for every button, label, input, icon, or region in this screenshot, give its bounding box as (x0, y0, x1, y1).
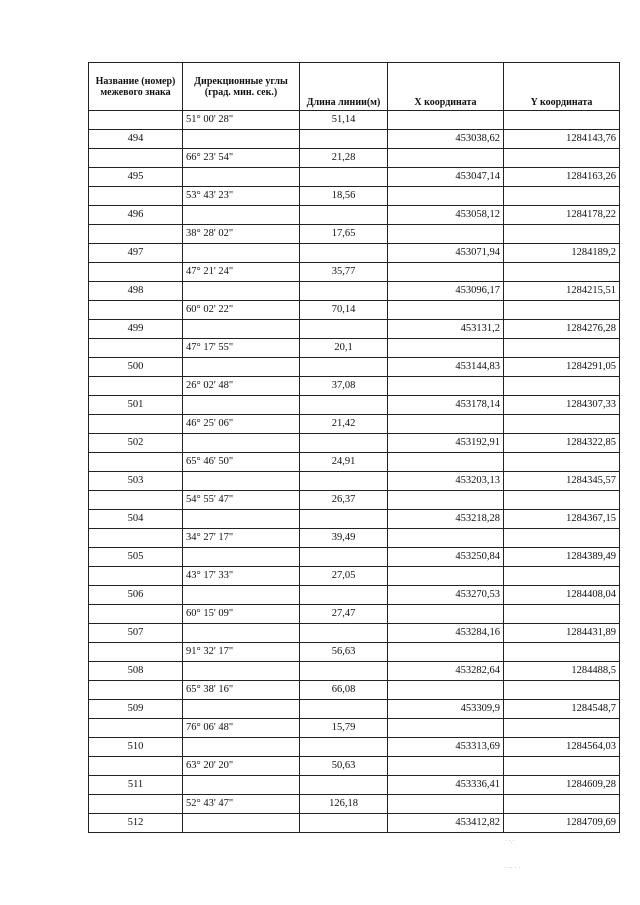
segment-row (89, 187, 620, 206)
direction-angle-cell (183, 700, 300, 719)
x-coordinate-cell: 453131,2 (388, 320, 504, 339)
line-length-cell: 66,08 (300, 681, 388, 700)
point-name-cell (89, 111, 183, 130)
x-coordinate-cell (388, 491, 504, 510)
direction-angle-cell: 47° 21' 24" (183, 263, 300, 282)
line-length-cell: 126,18 (300, 795, 388, 814)
direction-angle-cell (183, 434, 300, 453)
point-name-cell (89, 225, 183, 244)
x-coordinate-cell (388, 339, 504, 358)
x-coordinate-cell (388, 795, 504, 814)
x-coordinate-cell: 453058,12 (388, 206, 504, 225)
point-name-cell: 512 (89, 814, 183, 833)
scan-artifact: · ·.· (505, 838, 515, 845)
y-coordinate-cell (504, 111, 620, 130)
y-coordinate-cell: 1284322,85 (504, 434, 620, 453)
x-coordinate-cell: 453336,41 (388, 776, 504, 795)
direction-angle-cell: 34° 27' 17" (183, 529, 300, 548)
boundary-coordinates-table (88, 62, 620, 833)
point-name-cell (89, 795, 183, 814)
point-name-cell (89, 491, 183, 510)
direction-angle-cell (183, 814, 300, 833)
line-length-cell: 51,14 (300, 111, 388, 130)
line-length-cell (300, 168, 388, 187)
point-row (89, 700, 620, 719)
y-coordinate-cell (504, 529, 620, 548)
segment-row (89, 681, 620, 700)
line-length-cell: 37,08 (300, 377, 388, 396)
y-coordinate-cell: 1284564,03 (504, 738, 620, 757)
header-row (89, 63, 620, 111)
point-name-cell (89, 567, 183, 586)
x-coordinate-cell (388, 605, 504, 624)
x-coordinate-cell (388, 301, 504, 320)
line-length-cell: 56,63 (300, 643, 388, 662)
y-coordinate-cell: 1284291,05 (504, 358, 620, 377)
direction-angle-cell: 66° 23' 54" (183, 149, 300, 168)
line-length-cell (300, 434, 388, 453)
direction-angle-cell: 65° 46' 50" (183, 453, 300, 472)
direction-angle-cell: 51° 00' 28" (183, 111, 300, 130)
x-coordinate-cell: 453282,64 (388, 662, 504, 681)
x-coordinate-cell (388, 719, 504, 738)
y-coordinate-cell: 1284709,69 (504, 814, 620, 833)
point-name-cell: 505 (89, 548, 183, 567)
segment-row (89, 491, 620, 510)
point-name-cell: 511 (89, 776, 183, 795)
x-coordinate-cell: 453192,91 (388, 434, 504, 453)
point-row (89, 624, 620, 643)
y-coordinate-cell (504, 605, 620, 624)
point-name-cell (89, 149, 183, 168)
point-name-cell: 508 (89, 662, 183, 681)
segment-row (89, 339, 620, 358)
y-coordinate-cell: 1284548,7 (504, 700, 620, 719)
y-coordinate-cell: 1284389,49 (504, 548, 620, 567)
y-coordinate-cell: 1284143,76 (504, 130, 620, 149)
point-name-cell (89, 187, 183, 206)
x-coordinate-cell (388, 567, 504, 586)
header-y-coordinate: Y координата (504, 63, 620, 111)
line-length-cell (300, 814, 388, 833)
y-coordinate-cell (504, 377, 620, 396)
line-length-cell (300, 244, 388, 263)
line-length-cell (300, 776, 388, 795)
point-row (89, 510, 620, 529)
x-coordinate-cell: 453203,13 (388, 472, 504, 491)
table-header (89, 63, 620, 111)
y-coordinate-cell: 1284276,28 (504, 320, 620, 339)
point-name-cell: 498 (89, 282, 183, 301)
y-coordinate-cell: 1284163,26 (504, 168, 620, 187)
point-name-cell: 504 (89, 510, 183, 529)
point-name-cell: 509 (89, 700, 183, 719)
y-coordinate-cell (504, 795, 620, 814)
point-name-cell: 501 (89, 396, 183, 415)
y-coordinate-cell (504, 681, 620, 700)
scan-artifact: · ·· · · (505, 865, 521, 872)
segment-row (89, 757, 620, 776)
segment-row (89, 225, 620, 244)
point-row (89, 548, 620, 567)
line-length-cell: 27,47 (300, 605, 388, 624)
y-coordinate-cell (504, 453, 620, 472)
x-coordinate-cell (388, 681, 504, 700)
x-coordinate-cell: 453218,28 (388, 510, 504, 529)
line-length-cell (300, 206, 388, 225)
line-length-cell (300, 738, 388, 757)
y-coordinate-cell: 1284189,2 (504, 244, 620, 263)
point-name-cell (89, 415, 183, 434)
line-length-cell (300, 282, 388, 301)
y-coordinate-cell (504, 225, 620, 244)
header-direction-angle: Дирекционные углы (град. мин. сек.) (183, 63, 300, 111)
point-name-cell (89, 339, 183, 358)
y-coordinate-cell: 1284488,5 (504, 662, 620, 681)
direction-angle-cell (183, 776, 300, 795)
header-line-length: Длина линии(м) (300, 63, 388, 111)
point-name-cell: 510 (89, 738, 183, 757)
line-length-cell (300, 548, 388, 567)
direction-angle-cell: 60° 02' 22" (183, 301, 300, 320)
direction-angle-cell (183, 206, 300, 225)
point-row (89, 206, 620, 225)
y-coordinate-cell (504, 339, 620, 358)
line-length-cell (300, 320, 388, 339)
line-length-cell (300, 510, 388, 529)
y-coordinate-cell (504, 757, 620, 776)
y-coordinate-cell (504, 719, 620, 738)
point-name-cell (89, 377, 183, 396)
x-coordinate-cell (388, 453, 504, 472)
x-coordinate-cell: 453309,9 (388, 700, 504, 719)
line-length-cell: 20,1 (300, 339, 388, 358)
point-name-cell (89, 719, 183, 738)
direction-angle-cell (183, 472, 300, 491)
line-length-cell: 18,56 (300, 187, 388, 206)
direction-angle-cell (183, 738, 300, 757)
y-coordinate-cell: 1284431,89 (504, 624, 620, 643)
point-row (89, 396, 620, 415)
point-row (89, 358, 620, 377)
point-name-cell (89, 529, 183, 548)
direction-angle-cell (183, 244, 300, 263)
direction-angle-cell (183, 358, 300, 377)
direction-angle-cell (183, 586, 300, 605)
point-name-cell: 495 (89, 168, 183, 187)
direction-angle-cell: 46° 25' 06" (183, 415, 300, 434)
header-x-coordinate: X координата (388, 63, 504, 111)
line-length-cell: 21,42 (300, 415, 388, 434)
line-length-cell: 70,14 (300, 301, 388, 320)
line-length-cell (300, 586, 388, 605)
segment-row (89, 149, 620, 168)
line-length-cell: 50,63 (300, 757, 388, 776)
x-coordinate-cell (388, 187, 504, 206)
x-coordinate-cell (388, 111, 504, 130)
direction-angle-cell (183, 624, 300, 643)
segment-row (89, 529, 620, 548)
x-coordinate-cell: 453250,84 (388, 548, 504, 567)
x-coordinate-cell: 453178,14 (388, 396, 504, 415)
line-length-cell (300, 358, 388, 377)
line-length-cell (300, 662, 388, 681)
direction-angle-cell: 65° 38' 16" (183, 681, 300, 700)
line-length-cell: 17,65 (300, 225, 388, 244)
direction-angle-cell: 43° 17' 33" (183, 567, 300, 586)
header-point-name: Название (номер) межевого знака (89, 63, 183, 111)
segment-row (89, 643, 620, 662)
point-row (89, 130, 620, 149)
line-length-cell: 26,37 (300, 491, 388, 510)
point-name-cell (89, 643, 183, 662)
line-length-cell (300, 130, 388, 149)
direction-angle-cell: 47° 17' 55" (183, 339, 300, 358)
point-row (89, 662, 620, 681)
segment-row (89, 795, 620, 814)
point-name-cell (89, 605, 183, 624)
point-name-cell: 502 (89, 434, 183, 453)
y-coordinate-cell: 1284367,15 (504, 510, 620, 529)
segment-row (89, 301, 620, 320)
line-length-cell: 24,91 (300, 453, 388, 472)
point-name-cell: 496 (89, 206, 183, 225)
y-coordinate-cell (504, 491, 620, 510)
point-name-cell (89, 263, 183, 282)
direction-angle-cell (183, 282, 300, 301)
point-name-cell: 503 (89, 472, 183, 491)
y-coordinate-cell: 1284345,57 (504, 472, 620, 491)
y-coordinate-cell (504, 643, 620, 662)
point-name-cell (89, 301, 183, 320)
direction-angle-cell (183, 396, 300, 415)
y-coordinate-cell (504, 263, 620, 282)
y-coordinate-cell: 1284408,04 (504, 586, 620, 605)
y-coordinate-cell: 1284178,22 (504, 206, 620, 225)
point-name-cell: 507 (89, 624, 183, 643)
line-length-cell: 39,49 (300, 529, 388, 548)
x-coordinate-cell: 453038,62 (388, 130, 504, 149)
point-row (89, 738, 620, 757)
point-name-cell (89, 757, 183, 776)
x-coordinate-cell (388, 263, 504, 282)
x-coordinate-cell (388, 149, 504, 168)
point-row (89, 168, 620, 187)
line-length-cell: 27,05 (300, 567, 388, 586)
direction-angle-cell (183, 320, 300, 339)
x-coordinate-cell: 453270,53 (388, 586, 504, 605)
x-coordinate-cell: 453047,14 (388, 168, 504, 187)
point-row (89, 586, 620, 605)
direction-angle-cell: 53° 43' 23" (183, 187, 300, 206)
point-name-cell: 494 (89, 130, 183, 149)
x-coordinate-cell (388, 529, 504, 548)
segment-row (89, 567, 620, 586)
x-coordinate-cell (388, 757, 504, 776)
direction-angle-cell (183, 510, 300, 529)
direction-angle-cell (183, 548, 300, 567)
x-coordinate-cell (388, 225, 504, 244)
x-coordinate-cell: 453313,69 (388, 738, 504, 757)
x-coordinate-cell (388, 643, 504, 662)
direction-angle-cell: 60° 15' 09" (183, 605, 300, 624)
y-coordinate-cell (504, 149, 620, 168)
x-coordinate-cell: 453096,17 (388, 282, 504, 301)
point-row (89, 244, 620, 263)
line-length-cell: 15,79 (300, 719, 388, 738)
point-row (89, 282, 620, 301)
point-row (89, 472, 620, 491)
y-coordinate-cell (504, 415, 620, 434)
x-coordinate-cell: 453284,16 (388, 624, 504, 643)
point-row (89, 320, 620, 339)
point-name-cell (89, 681, 183, 700)
point-row (89, 814, 620, 833)
segment-row (89, 111, 620, 130)
x-coordinate-cell (388, 377, 504, 396)
segment-row (89, 415, 620, 434)
direction-angle-cell: 54° 55' 47" (183, 491, 300, 510)
line-length-cell: 21,28 (300, 149, 388, 168)
segment-row (89, 377, 620, 396)
direction-angle-cell (183, 130, 300, 149)
y-coordinate-cell: 1284307,33 (504, 396, 620, 415)
point-row (89, 776, 620, 795)
y-coordinate-cell (504, 301, 620, 320)
point-name-cell: 499 (89, 320, 183, 339)
point-row (89, 434, 620, 453)
segment-row (89, 719, 620, 738)
x-coordinate-cell: 453144,83 (388, 358, 504, 377)
y-coordinate-cell: 1284609,28 (504, 776, 620, 795)
y-coordinate-cell (504, 567, 620, 586)
segment-row (89, 605, 620, 624)
x-coordinate-cell (388, 415, 504, 434)
direction-angle-cell: 91° 32' 17" (183, 643, 300, 662)
direction-angle-cell: 76° 06' 48" (183, 719, 300, 738)
point-name-cell (89, 453, 183, 472)
line-length-cell: 35,77 (300, 263, 388, 282)
line-length-cell (300, 396, 388, 415)
point-name-cell: 500 (89, 358, 183, 377)
line-length-cell (300, 624, 388, 643)
segment-row (89, 263, 620, 282)
x-coordinate-cell: 453071,94 (388, 244, 504, 263)
direction-angle-cell (183, 168, 300, 187)
direction-angle-cell: 26° 02' 48" (183, 377, 300, 396)
point-name-cell: 506 (89, 586, 183, 605)
line-length-cell (300, 472, 388, 491)
direction-angle-cell: 52° 43' 47" (183, 795, 300, 814)
y-coordinate-cell: 1284215,51 (504, 282, 620, 301)
direction-angle-cell: 38° 28' 02" (183, 225, 300, 244)
table-body (89, 111, 620, 833)
direction-angle-cell (183, 662, 300, 681)
point-name-cell: 497 (89, 244, 183, 263)
segment-row (89, 453, 620, 472)
line-length-cell (300, 700, 388, 719)
direction-angle-cell: 63° 20' 20" (183, 757, 300, 776)
y-coordinate-cell (504, 187, 620, 206)
x-coordinate-cell: 453412,82 (388, 814, 504, 833)
